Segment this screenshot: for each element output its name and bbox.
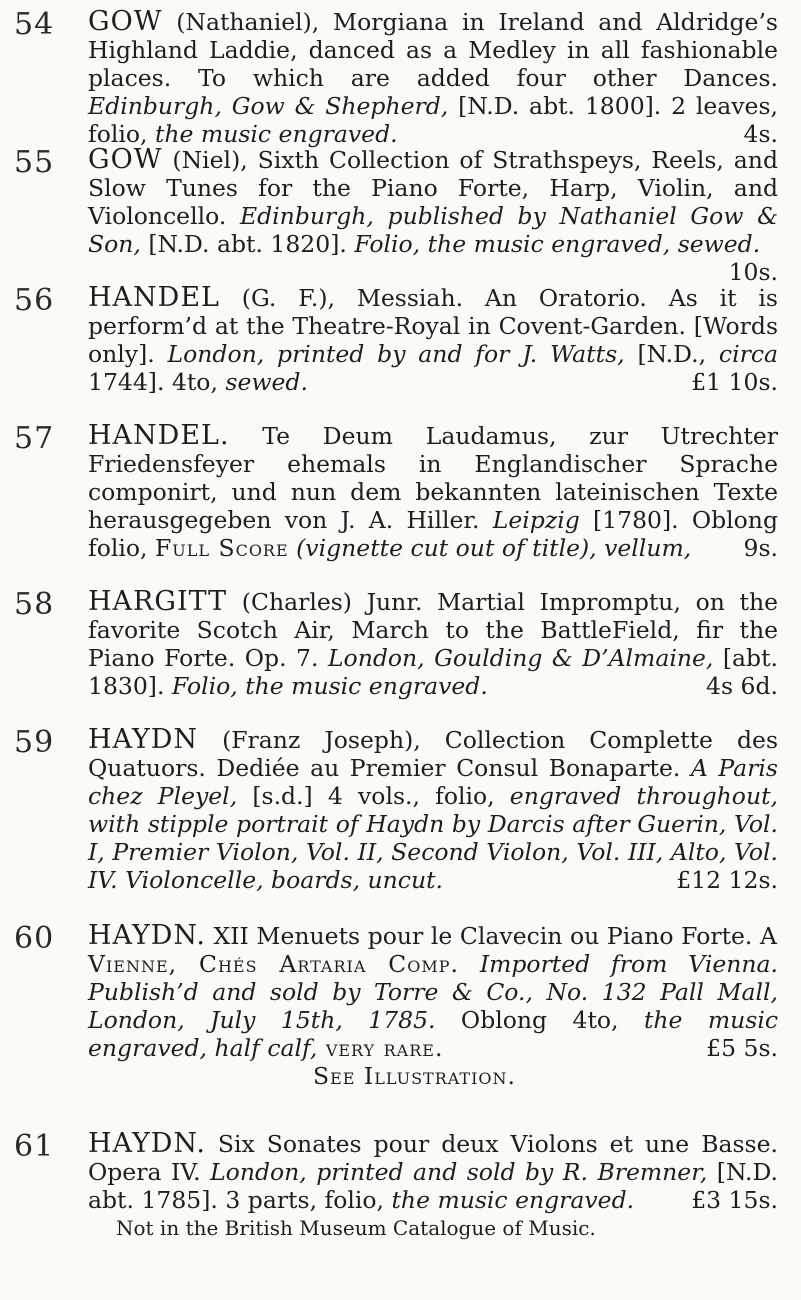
entry-body: Te Deum Laudamus, zur Utrechter Friedensfeyer ehemals in Englandischer Sprache componirt, und nun dem bekannten lateinischen Texte herausgegeben von J. A. Hiller. <box>88 422 778 534</box>
entry-heading: HAYDN. <box>88 920 206 951</box>
entry-text <box>88 8 778 148</box>
entry-heading: HAYDN. <box>88 1128 206 1159</box>
entry-description: (vignette cut out of title), vellum, <box>288 534 692 562</box>
entry-body: (Charles) Junr. Martial Impromptu, on the favorite Scotch Air, March to the BattleField, fir the Piano Forte. Op. 7. <box>88 588 778 672</box>
entry-text <box>88 422 778 562</box>
entry-circa: circa <box>718 340 778 368</box>
entry-imprint: London, printed and sold by R. Bremner, <box>210 1158 708 1186</box>
entry-imprint: A Paris chez Pleyel, <box>88 754 778 810</box>
entry-price: £1 10s. <box>691 368 778 396</box>
entry-body: (Nathaniel), Morgiana in Ireland and Aldridge’s Highland Laddie, danced as a Medley in all fashionable places. To which are added four other Dances. <box>88 8 778 92</box>
entry-description: the music engraved. <box>154 120 398 148</box>
entry-number: 58 <box>14 587 55 622</box>
entry-body: XII Menuets pour le Clavecin ou Piano Forte. <box>205 922 761 950</box>
catalogue-entry-59 <box>0 726 801 922</box>
entry-body-2: [s.d.] 4 vols., folio, <box>237 782 510 810</box>
catalogue-entry-61 <box>0 1130 801 1280</box>
entry-body: (Niel), Sixth Collection of Strathspeys, Reels, and Slow Tunes for the Piano Forte, Harp, Violin, and Violoncello. <box>88 146 778 230</box>
entry-body-2: [N.D. abt. 1785]. 3 parts, folio, <box>88 1158 778 1214</box>
entry-text <box>88 1130 778 1242</box>
entry-text <box>88 726 778 894</box>
entry-description: Folio, the music engraved. <box>171 672 488 700</box>
entry-body-2: Oblong 4to, <box>435 1006 644 1034</box>
entry-body-2: [1780]. Oblong folio, <box>88 506 778 562</box>
entry-body-2: [N.D. abt. 1800]. 2 leaves, folio, <box>88 92 778 148</box>
entry-body-2: [N.D., <box>624 340 719 368</box>
entry-description: the music engraved, half calf, <box>88 1006 778 1062</box>
entry-number: 56 <box>14 283 55 318</box>
entry-heading: GOW <box>88 6 163 37</box>
entry-description: Folio, the music engraved, sewed. <box>354 230 761 258</box>
catalogue-entry-58 <box>0 588 801 726</box>
catalogue-entry-60 <box>0 922 801 1120</box>
entry-imprint: London, Goulding & D’Almaine, <box>327 644 714 672</box>
entry-body: (G. F.), Messiah. An Oratorio. As it is perform’d at the Theatre-Royal in Covent-Garden. [Words only]. <box>88 284 778 368</box>
entry-heading: HANDEL. <box>88 420 230 451</box>
entry-body: (Franz Joseph), Collection Complette des Quatuors. Dediée au Premier Consul Bonaparte. <box>88 726 778 782</box>
entry-number: 59 <box>14 725 55 760</box>
entry-body-2: [N.D. abt. 1820]. <box>140 230 355 258</box>
entry-imprint: A Vienne, Chés Artaria Comp. <box>88 922 778 978</box>
entry-number: 57 <box>14 421 55 456</box>
entry-imprint: Leipzig <box>492 506 580 534</box>
entry-note: Not in the British Museum Catalogue of Music. <box>116 1216 596 1240</box>
entry-price: £5 5s. <box>706 1034 778 1062</box>
entry-format: Full Score <box>154 534 289 562</box>
catalogue-entry-54 <box>0 8 801 146</box>
entry-heading: GOW <box>88 144 163 175</box>
entry-imprint-note: Imported from Vienna. Publish’d and sold by Torre & Co., No. 132 Pall Mall, London, July 15th, 1785. <box>88 950 778 1034</box>
entry-imprint: Edinburgh, Gow & Shepherd, <box>88 92 449 120</box>
entry-description: sewed. <box>225 368 308 396</box>
see-illustration: See Illustration. <box>313 1062 517 1090</box>
entry-number: 60 <box>14 921 55 956</box>
entry-price: 4s. <box>743 120 778 148</box>
entry-text <box>88 922 778 1090</box>
entry-text <box>88 588 778 700</box>
entry-price: £3 15s. <box>691 1186 778 1214</box>
catalogue-entry-56 <box>0 284 801 422</box>
entry-text <box>88 284 778 396</box>
entry-heading: HARGITT <box>88 586 228 617</box>
entry-price: 9s. <box>743 534 778 562</box>
entry-price: 4s 6d. <box>706 672 778 700</box>
catalogue-entry-55 <box>0 146 801 284</box>
entry-price: 10s. <box>728 258 778 286</box>
entry-imprint: London, printed by and for J. Watts, <box>167 340 625 368</box>
entry-number: 55 <box>14 145 55 180</box>
entry-text <box>88 146 778 286</box>
entry-heading: HAYDN <box>88 724 199 755</box>
entry-body-2: [abt. 1830]. <box>88 644 778 700</box>
entry-description: engraved throughout, with stipple portrait of Haydn by Darcis after Guerin, Vol. I, Premier Violon, Vol. II, Second Violon, Vol. III, Alto, Vol. IV. Violoncelle, boards, uncut. <box>88 782 778 894</box>
entry-heading: HANDEL <box>88 282 220 313</box>
entry-description: the music engraved. <box>391 1186 635 1214</box>
entry-price: £12 12s. <box>676 866 778 894</box>
entry-body-3: 1744]. 4to, <box>88 368 226 396</box>
entry-rarity: very rare. <box>317 1034 444 1062</box>
entry-body: Six Sonates pour deux Violons et une Basse. Opera IV. <box>88 1130 778 1186</box>
entry-number: 54 <box>14 7 55 42</box>
catalogue-entry-57 <box>0 422 801 588</box>
entry-number: 61 <box>14 1129 55 1164</box>
entry-imprint: Edinburgh, published by Nathaniel Gow & Son, <box>88 202 778 258</box>
